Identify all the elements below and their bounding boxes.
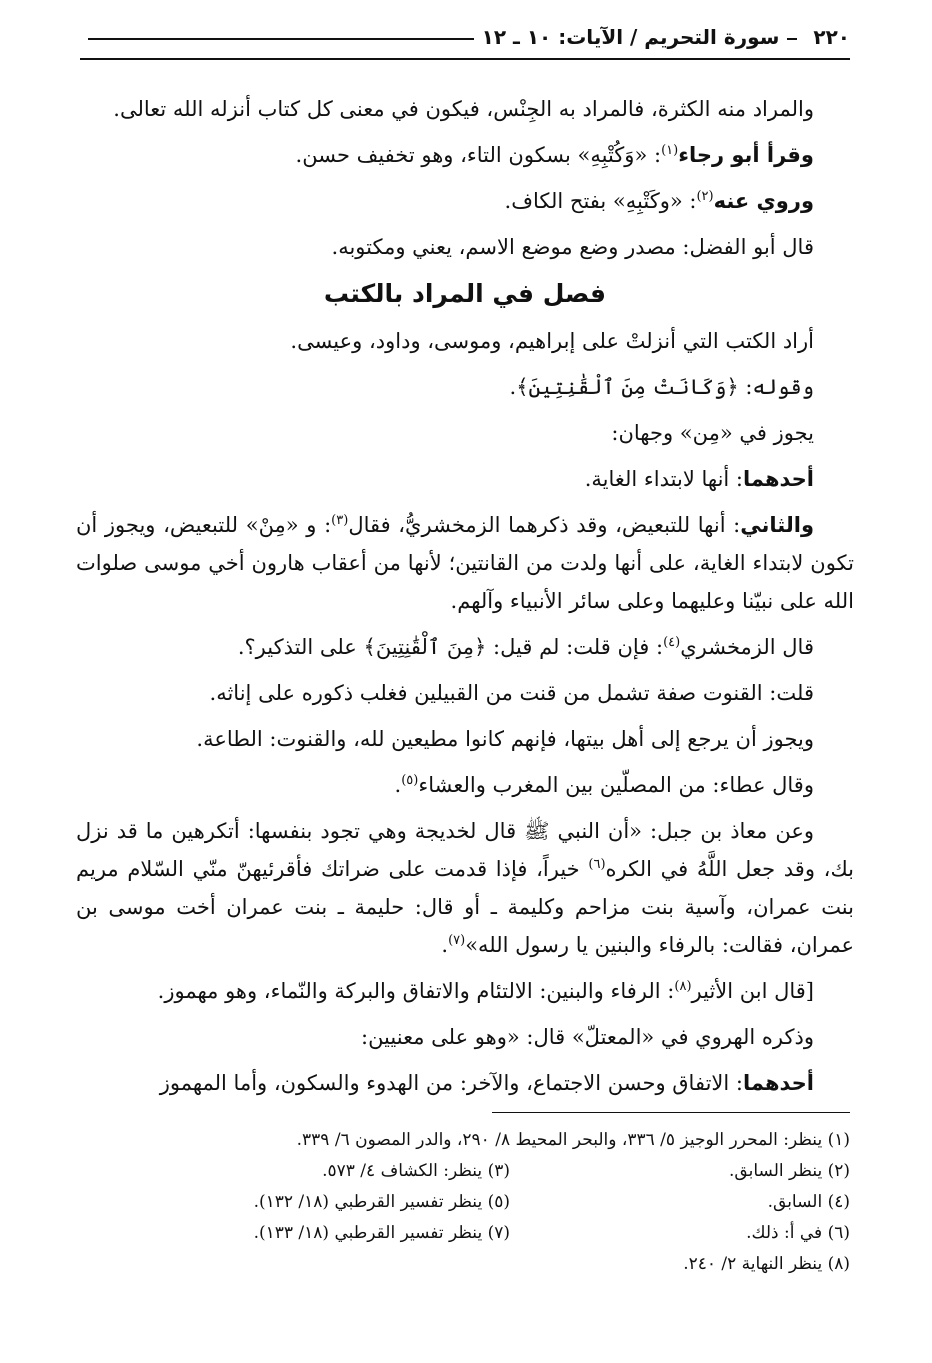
footnote-ref-5: (٥) [401, 773, 419, 788]
footnote-ref-4: (٤) [663, 635, 681, 650]
second-aspect-label: والثاني [740, 513, 814, 537]
footnote-row-4 [170, 1218, 850, 1249]
paragraph-9 [76, 506, 854, 620]
paragraph-13-text-a: وقال عطاء: من المصلّين بين المغرب والعشاء [418, 773, 814, 797]
footnote-ref-7: (٧) [448, 933, 466, 948]
paragraph-13 [76, 766, 854, 804]
narration-lead: وروي عنه [713, 189, 814, 213]
first-meaning-label: أحدهما [743, 1071, 814, 1095]
running-header [80, 20, 850, 54]
paragraph-12: ويجوز أن يرجع إلى أهل بيتها، فإنهم كانوا مطيعين لله، والقنوت: الطاعة. [196, 727, 814, 751]
paragraph-17 [76, 1064, 854, 1102]
header-rule [80, 58, 850, 60]
paragraph-2-text: : «وَكُتْبِهِ» بسكون التاء، وهو تخفيف حسن. [295, 143, 662, 167]
footnote-row-1 [170, 1125, 850, 1156]
footnote-2: (٢) ينظر السابق. [729, 1161, 850, 1181]
paragraph-5: أراد الكتب التي أنزلتْ على إبراهيم، وموسى، وداود، وعيسى. [290, 329, 814, 353]
footnote-6: (٦) في أ: ذلك. [746, 1223, 850, 1243]
paragraph-2 [76, 136, 854, 174]
paragraph-15-text-b: : الرفاء والبنين: الالتئام والاتفاق والبركة والنّماء، وهو مهموز. [157, 979, 675, 1003]
footnote-3: (٣) ينظر: الكشاف ٤/ ٥٧٣. [322, 1161, 510, 1181]
paragraph-10-text-b: : فإن قلت: لم قيل: ﴿مِنَ ٱلْقَٰنِتِينَ﴾ على التذكير؟. [237, 635, 664, 659]
paragraph-11: قلت: القنوت صفة تشمل من قنت من القبيلين فغلب ذكوره على إناثه. [209, 681, 814, 705]
surah-title: سورة التحريم / الآيات: ١٠ ـ ١٢ [481, 25, 780, 49]
footnote-5: (٥) ينظر تفسير القرطبي (١٨/ ١٣٢). [253, 1192, 510, 1212]
footnotes [170, 1125, 850, 1280]
footnote-1: (١) ينظر: المحرر الوجيز ٥/ ٣٣٦، والبحر المحيط ٨/ ٢٩٠، والدر المصون ٦/ ٣٣٩. [296, 1130, 850, 1150]
paragraph-8 [76, 460, 854, 498]
paragraph-9-text-b: : و «مِنْ» للتبعيض، ويجوز أن تكون لابتداء الغاية، على أنها ولدت من القانتين؛ لأنها من أعقاب هارون أخي موسى صلوات الله على نبيّنا وعليهما وعلى سائر الأنبياء وآلهم. [76, 513, 854, 613]
paragraph-15 [76, 972, 854, 1010]
main-text [76, 90, 854, 1110]
paragraph-14-text-a: وعن معاذ بن جبل: «أن النبي ﷺ قال لخديجة وهي تجود بنفسها: أتكرهين ما قد نزل بك، وقد جعل اللَّهُ في الكره [76, 819, 854, 881]
footnote-8: (٨) ينظر النهاية ٢/ ٢٤٠. [683, 1254, 850, 1274]
paragraph-15-text-a: [قال ابن الأثير [691, 979, 814, 1003]
footnote-4: (٤) السابق. [767, 1192, 850, 1212]
footnote-ref-8: (٨) [674, 979, 692, 994]
footnote-ref-6: (٦) [588, 857, 606, 872]
paragraph-8-text: : أنها لابتداء الغاية. [584, 467, 743, 491]
page-number: ٢٢٠ [813, 25, 850, 49]
paragraph-3 [76, 182, 854, 220]
header-leader-line [88, 38, 474, 40]
footnote-ref-3: (٣) [331, 513, 349, 528]
paragraph-17-text: : الاتفاق وحسن الاجتماع، والآخر: من الهدوء والسكون، وأما المهموز [159, 1071, 743, 1095]
paragraph-4: قال أبو الفضل: مصدر وضع موضع الاسم، يعني ومكتوبه. [331, 235, 814, 259]
paragraph-6: وقوله: ﴿وَكَانَتْ مِنَ ٱلْقَٰنِتِينَ﴾. [509, 375, 814, 399]
footnote-row-3 [170, 1187, 850, 1218]
paragraph-10-text-a: قال الزمخشري [680, 635, 814, 659]
header-dash [787, 38, 797, 40]
footnote-row-2 [170, 1156, 850, 1187]
paragraph-14-text-c: . [441, 933, 449, 957]
paragraph-14-text-b: خيراً، فإذا قدمت على ضراتك فأقرئيهنّ منّي السّلام مريم بنت عمران، وآسية بنت مزاحم وكليمة ـ أو قال: حليمة ـ بنت عمران أخت موسى بن عمران، فقالت: بالرفاء والبنين يا رسول الله» [76, 857, 854, 957]
paragraph-9-text-a: : أنها للتبعيض، وقد ذكرهما الزمخشريُّ، فقال [348, 513, 741, 537]
paragraph-7: يجوز في «مِن» وجهان: [611, 421, 814, 445]
paragraph-3-text: : «وكَتْبِهِ» بفتح الكاف. [504, 189, 697, 213]
paragraph-14 [76, 812, 854, 964]
section-heading: فصل في المراد بالكتب [323, 279, 607, 308]
paragraph-16: وذكره الهروي في «المعتلّ» قال: «وهو على معنيين: [361, 1025, 814, 1049]
paragraph-1: والمراد منه الكثرة، فالمراد به الجِنْس، فيكون في معنى كل كتاب أنزله الله تعالى. [113, 97, 814, 121]
footnote-7: (٧) ينظر تفسير القرطبي (١٨/ ١٣٣). [253, 1223, 510, 1243]
first-aspect-label: أحدهما [743, 467, 814, 491]
paragraph-13-text-b: . [394, 773, 402, 797]
footnote-ref-2: (٢) [696, 189, 714, 204]
footnote-row-5 [170, 1249, 850, 1280]
reader-name: وقرأ أبو رجاء [678, 143, 814, 167]
footnote-separator [492, 1112, 850, 1113]
footnote-ref-1: (١) [661, 143, 679, 158]
paragraph-10 [76, 628, 854, 666]
